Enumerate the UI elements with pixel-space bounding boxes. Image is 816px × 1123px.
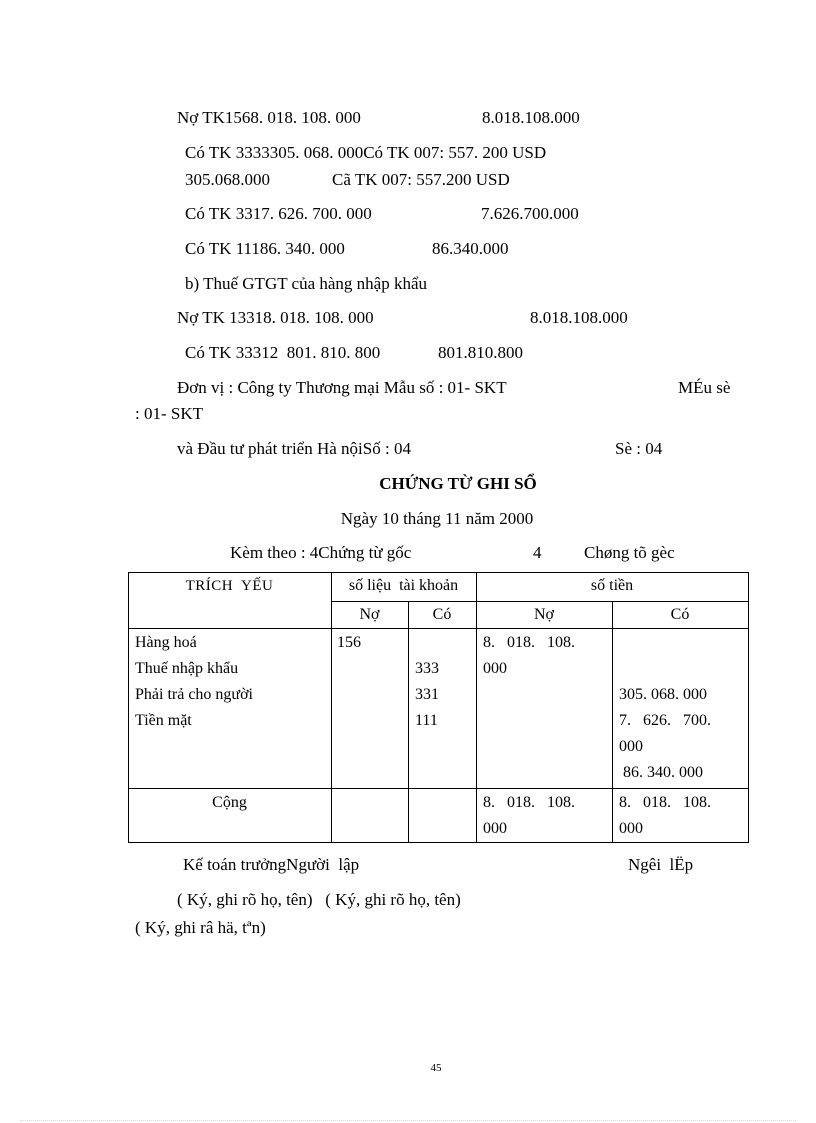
page-bottom-rule (20, 1120, 796, 1121)
entry-credit-33312: Có TK 33312 801. 810. 800 (185, 343, 381, 362)
header-amount-credit: Có (670, 606, 690, 623)
attachment-count: 4 (533, 543, 542, 562)
header-account-data: số liệu tài khoản (348, 577, 459, 594)
table-total-divider (128, 788, 749, 789)
total-amount-debit-cont: 000 (483, 820, 507, 837)
voucher-title: CHỨNG TỪ GHI SỔ (379, 474, 537, 493)
entry-credit-1118-amount: 86.340.000 (432, 239, 509, 258)
row-summary: Tiền mặt (135, 712, 192, 729)
header-credit: Có (432, 606, 452, 623)
table-col-divider-2 (408, 601, 409, 843)
entry-debit-1331-amount: 8.018.108.000 (530, 308, 628, 327)
entry-credit-33312-amount: 801.810.800 (438, 343, 523, 362)
page-number: 45 (430, 1062, 442, 1074)
voucher-number-garbled: Sè : 04 (615, 439, 663, 458)
entry-credit-3317: Có TK 3317. 626. 700. 000 (185, 204, 372, 223)
unit-line: Đơn vị : Công ty Thương mại Mẫu số : 01- SKT (177, 378, 507, 397)
entry-credit-3333-amount: 305.068.000 (185, 170, 270, 189)
row-amount-credit: 86. 340. 000 (619, 764, 703, 781)
entry-debit-1568: Nợ TK1568. 018. 108. 000 (177, 108, 361, 127)
row-amount-credit: 7. 626. 700. (619, 712, 711, 729)
header-amount: số tiền (590, 577, 634, 594)
row-debit-account: 156 (337, 634, 361, 651)
row-summary: Phải trả cho người (135, 686, 253, 703)
table-border-bottom (128, 842, 749, 843)
entry-debit-1331: Nợ TK 13318. 018. 108. 000 (177, 308, 374, 327)
header-debit: Nợ (359, 606, 380, 623)
entry-credit-3317-amount: 7.626.700.000 (481, 204, 579, 223)
form-number-continued: : 01- SKT (135, 404, 203, 423)
row-amount-credit: 000 (619, 738, 643, 755)
total-amount-debit: 8. 018. 108. (483, 794, 575, 811)
total-amount-credit-cont: 000 (619, 820, 643, 837)
header-amount-debit: Nợ (533, 606, 554, 623)
table-header-bottom (128, 628, 749, 629)
voucher-date: Ngày 10 tháng 11 năm 2000 (340, 509, 534, 528)
attachment-line: Kèm theo : 4Chứng từ gốc (230, 543, 412, 562)
signature-instructions: ( Ký, ghi rõ họ, tên) ( Ký, ghi rõ họ, tên) (177, 890, 461, 909)
total-amount-credit: 8. 018. 108. (619, 794, 711, 811)
entry-credit-007: Cã TK 007: 557.200 USD (332, 170, 510, 189)
row-summary: Thuế nhập khẩu (135, 660, 239, 677)
table-col-divider-4 (612, 601, 613, 843)
total-label: Cộng (212, 794, 247, 811)
form-number-garbled: MÉu sè (678, 378, 731, 397)
row-credit-account: 111 (415, 712, 438, 729)
row-credit-account: 333 (415, 660, 439, 677)
signature-instruction-garbled: ( Ký, ghi râ hä, tªn) (135, 918, 266, 937)
row-credit-account: 331 (415, 686, 439, 703)
section-vat-heading: b) Thuế GTGT của hàng nhập khẩu (185, 274, 428, 293)
attachment-garbled: Chøng tõ gèc (584, 543, 675, 562)
row-amount-credit: 305. 068. 000 (619, 686, 707, 703)
entry-credit-1118: Có TK 11186. 340. 000 (185, 239, 345, 258)
entry-credit-3333: Có TK 3333305. 068. 000Có TK 007: 557. 200 USD (185, 143, 547, 162)
row-summary: Hàng hoá (135, 634, 197, 651)
signature-titles: Kế toán trưởngNgười lập (183, 855, 360, 874)
row-amount-debit: 000 (483, 660, 507, 677)
table-border-right (748, 572, 749, 843)
header-summary: TRÍCH YẾU (185, 578, 274, 594)
signature-title-garbled: Ngêi lËp (628, 855, 694, 874)
entry-debit-1568-amount: 8.018.108.000 (482, 108, 580, 127)
row-amount-debit: 8. 018. 108. (483, 634, 575, 651)
voucher-table (128, 572, 749, 842)
unit-line-2: và Đầu tư phát triển Hà nộiSố : 04 (177, 439, 411, 458)
